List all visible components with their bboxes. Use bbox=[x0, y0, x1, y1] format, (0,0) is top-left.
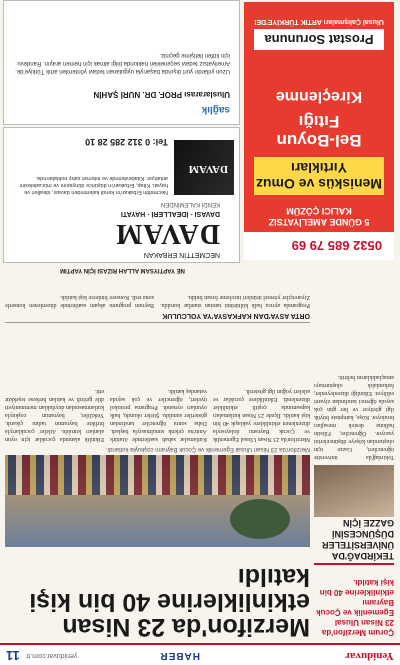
article-column-3: Etkinlik alanında çocuklar için oyun alanları kuruldu. Aileler çocuklarıyla birlikte bayramın tadını çıkardı. Yetkililer, bayramın coşkuyla kutlanmasından duydukları memnuniyeti dile getirdi ve katılan herkese teşekkür etti. bbox=[5, 388, 104, 442]
section-label: HABER bbox=[159, 650, 200, 661]
article-column-5: Bayram programı akşam saatlerinde düzenlenen konserle sona erdi. Konsere binlerce kişi katıldı. bbox=[5, 294, 154, 308]
clinic-logo: sağlık bbox=[201, 104, 230, 115]
book-ad-strip: NE YAPTIYSAM ALLAH RIZASI İÇİN YAPTIM bbox=[60, 267, 185, 273]
article-photo bbox=[5, 455, 310, 547]
health-ad-slogan: Menisküs ve Omuz Yırtıkları bbox=[254, 157, 384, 195]
second-subhead: ORTA ASYA'DAN KAFKASYA'YA YOLCULUK bbox=[5, 311, 310, 323]
health-ad-bottom: Prostat Sorununa bbox=[254, 29, 384, 50]
book-ad-phone: Tel: 0 312 285 28 10 bbox=[85, 137, 168, 147]
health-ad-doctor: Ulusal Çalışmaları ARTIK TÜRKİYE'DE! bbox=[254, 18, 384, 25]
page-number: 11 bbox=[6, 648, 20, 663]
book-author: NECMETTİN ERBAKAN bbox=[143, 251, 220, 258]
health-ad-big: Bel-Boyun Fıtığı bbox=[276, 112, 362, 150]
sidebar-photo bbox=[314, 465, 394, 517]
article-column-2: Kutlamalar sabah saatlerinde Atatürk Anıtı'na çelenk sunulmasıyla başladı. Daha sonra öğrenciler tarafından gösteriler sunuldu. Şiirler okundu, halk oyunları oynandı. Programa protokol üyeleri, öğrenciler ve çok sayıda vatandaş katıldı. bbox=[110, 388, 207, 442]
main-headline: Merzifon'da 23 Nisan etkinliklerine 40 bin kişi katıldı bbox=[29, 563, 310, 641]
photo-crowd bbox=[5, 455, 310, 495]
book-title: DAVAM bbox=[114, 218, 220, 249]
book-cover-title: DAVAM bbox=[188, 163, 228, 175]
photo-caption: Merzifon'da 23 Nisan Ulusal Egemenlik ve Çocuk Bayramı coşkuyla kutlandı. bbox=[105, 446, 310, 452]
book-subtitle-2: KENDİ KALEMİNDEN bbox=[160, 201, 220, 207]
health-ad-phone: 0532 685 79 69 bbox=[291, 238, 382, 253]
brand-logo: Yeniduvar bbox=[345, 650, 394, 662]
health-ad-line: 5 GÜNDE AMELİYATSIZ KALICI ÇÖZÜM bbox=[268, 206, 370, 227]
book-cover-image bbox=[174, 140, 234, 195]
photo-tree bbox=[230, 499, 290, 539]
sidebar-title: TEKİRDAĞ'DA ÜNİVERSİTELER DÜŞÜNCESİNİ GAZZE İÇİN bbox=[321, 518, 394, 561]
article-column-4: Programda ayrıca halk kültürünü tanıtan stantlar kuruldu. Ziyaretçiler yöresel ürünleri inceleme fırsatı buldu. bbox=[160, 294, 310, 308]
clinic-text: Uzun yıllardır yurt dışında başarıyla uygulanan tedavi yöntemleri artık Türkiye'de. Ameliyatsız tedavi seçenekleri hakkında bilgi almak için hemen arayın. Randevu için lütfen iletişime geçiniz. bbox=[15, 52, 230, 74]
book-ad-body: Necmettin Erbakan'ın kendi kaleminden davası, idealleri ve hayatı. Kitap, Erbakan'ın düşünce dünyasını ve mücadelesini anlatıyor. Kitabevlerinde ve internet satış noktalarında. bbox=[19, 175, 168, 195]
health-ad-mid: Kireçlenme bbox=[275, 88, 363, 105]
book-subtitle: DAVASI · İDEALLERİ · HAYATI bbox=[120, 210, 220, 217]
article-deck: Çorum Merzifon'da 23 Nisan Ulusal Egemenlik ve Çocuk Bayramı etkinliklerine 40 bin kişi katıldı. bbox=[316, 578, 394, 637]
site-url: yeniduvar.com.tr bbox=[26, 652, 78, 659]
clinic-name: Uluslararası PROF. DR. NURİ ŞAHİN bbox=[93, 90, 230, 99]
sidebar-text: Tekirdağ'da üniversite öğrencileri, Gazze için oluşturulan köşeye düşüncelerini yazıyor. Öğrenciler, Filistin halkına destek mesajları bırakıyor. Köşe, kampüste büyük ilgi görüyor ve her gün çok sayıda öğrenci tarafından ziyaret ediliyor. Etkinliği düzenleyenler, farkındalık oluşturmayı amaçladıklarını belirtti. bbox=[314, 374, 394, 460]
article-column-1: Merzifon'da 23 Nisan Ulusal Egemenlik ve Çocuk Bayramı dolayısıyla düzenlenen etkinliklere yaklaşık 40 bin kişi katıldı. İlçede 23 Nisan kutlamaları kapsamında çeşitli etkinlikler düzenlendi. Etkinliklere çocuklar ve aileleri yoğun ilgi gösterdi. bbox=[213, 388, 310, 442]
